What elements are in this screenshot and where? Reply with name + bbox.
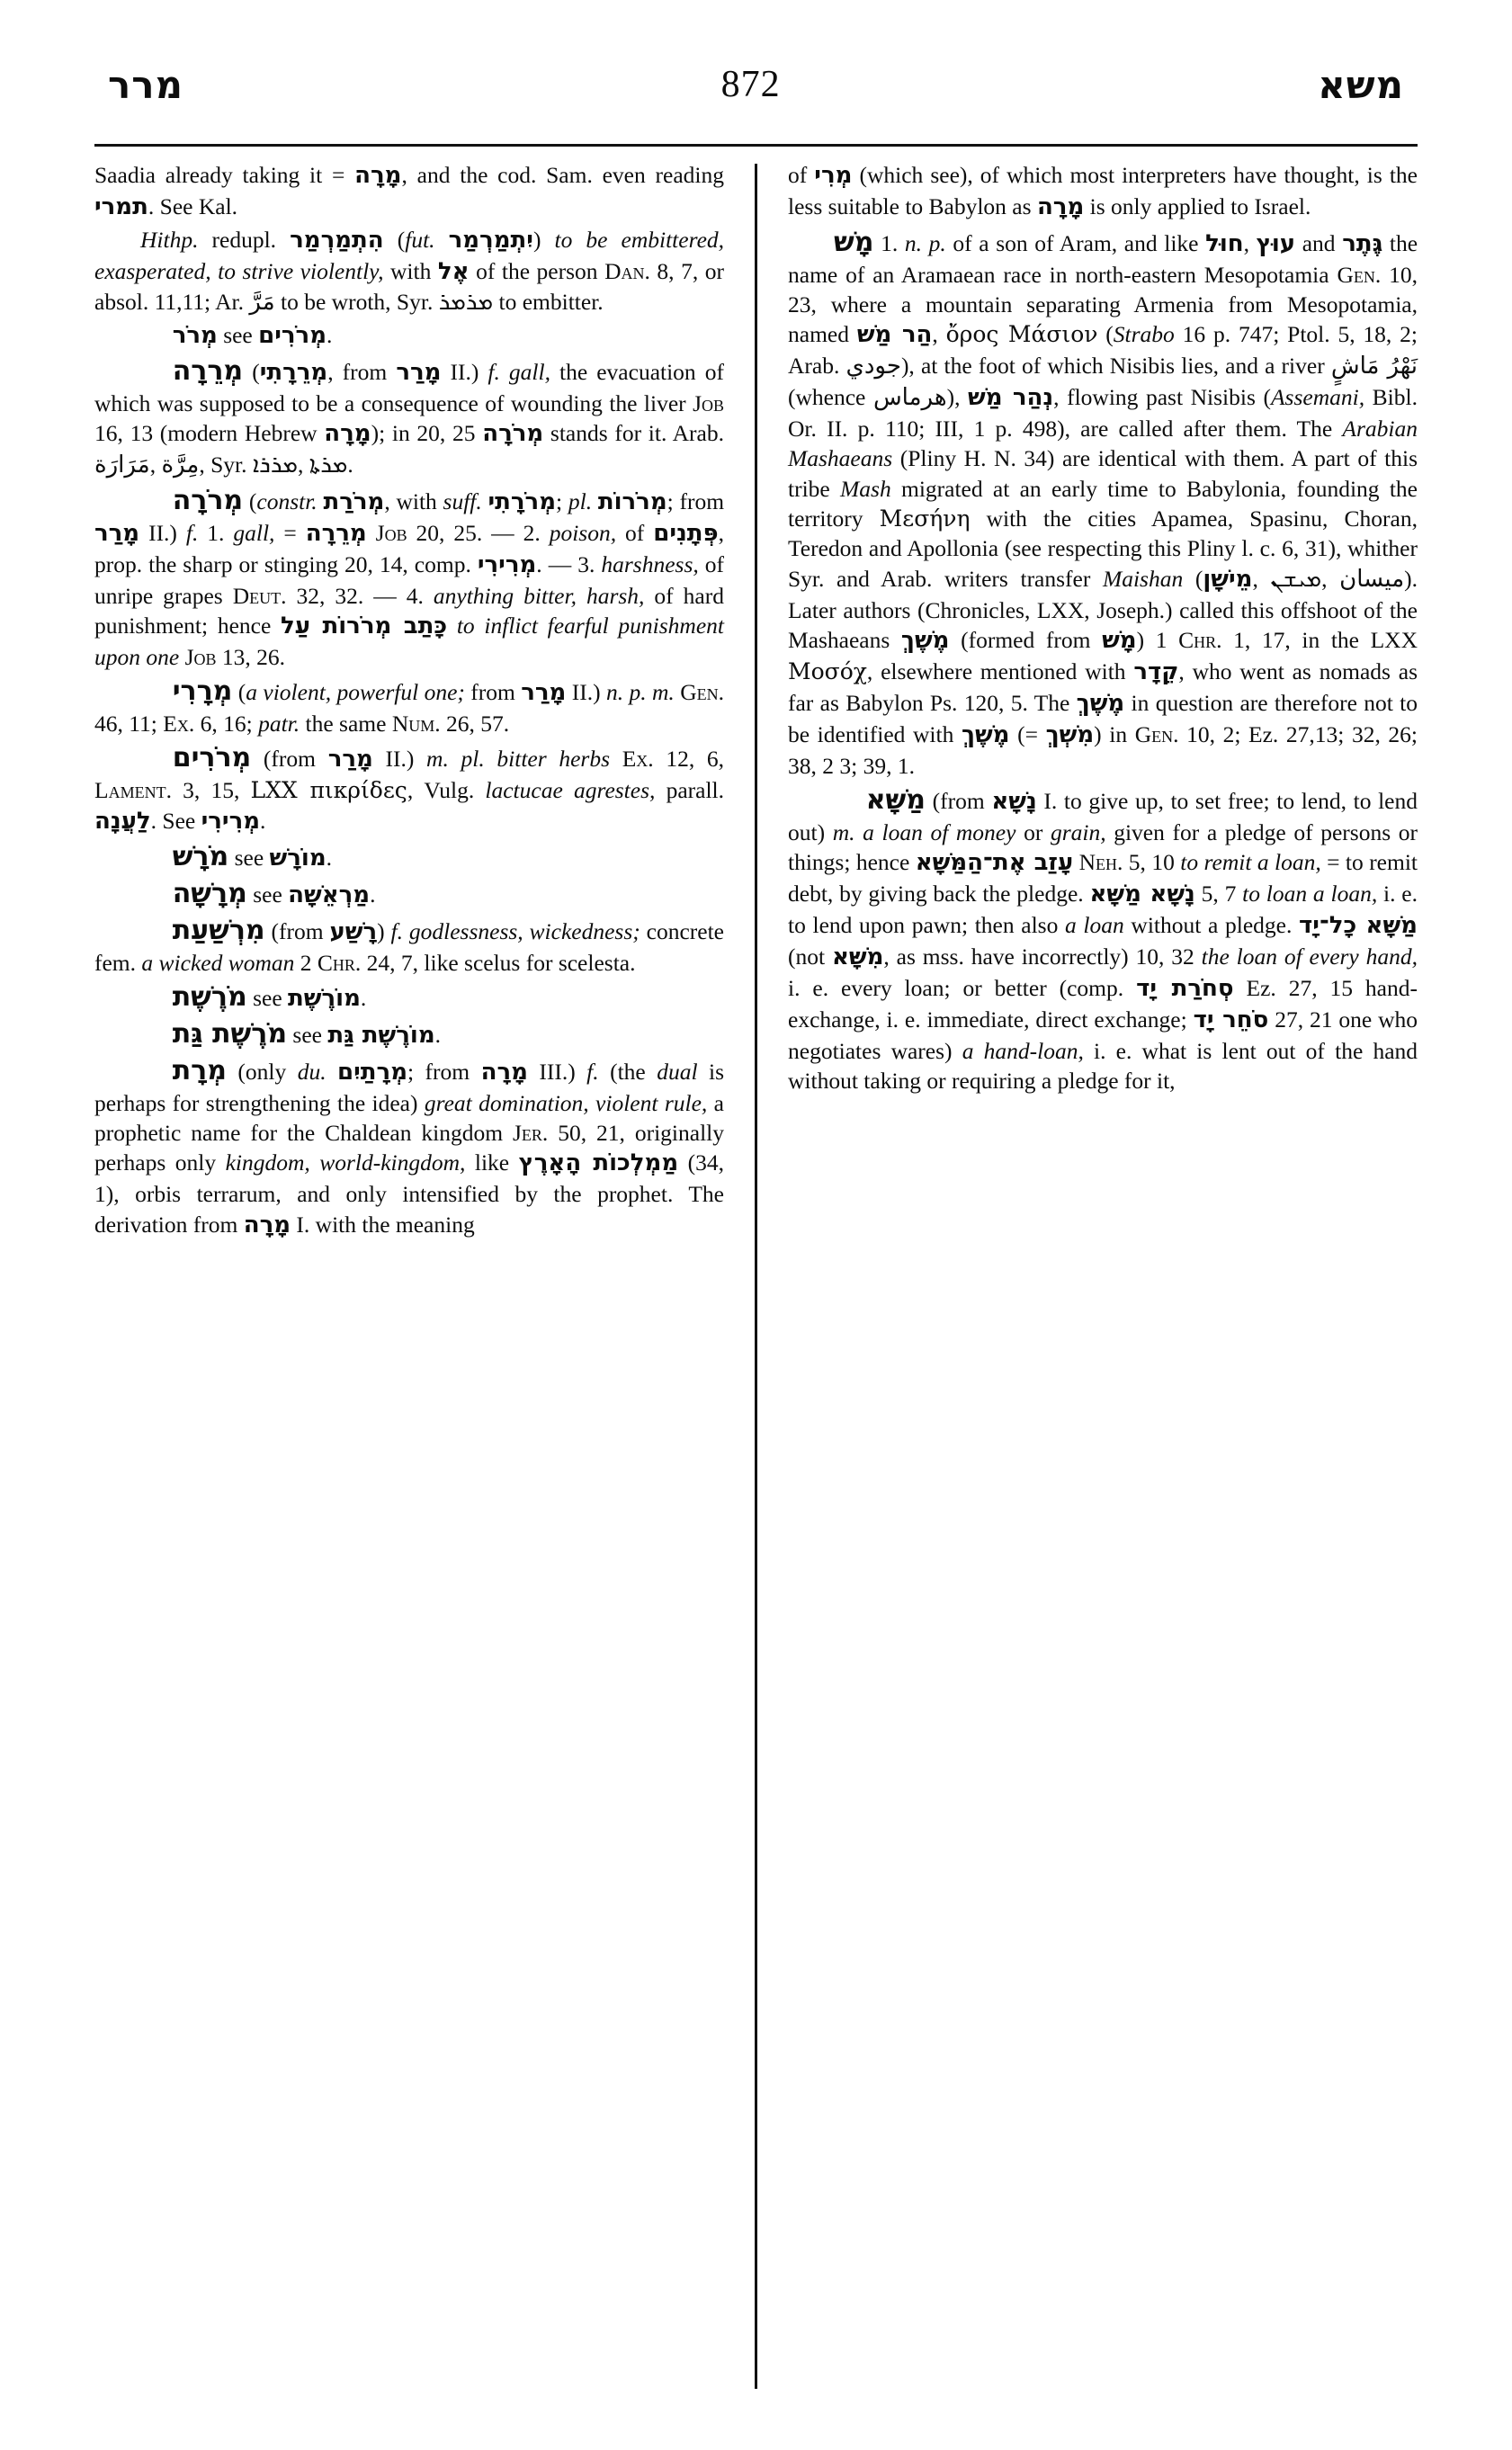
dictionary-entry: מִרְשַׁעַת (from רָשַׁע) f. godlessness, wickedness; concrete fem. a wicked woman 2 Chr. 24, 7, like scelus for scelesta. — [94, 914, 724, 976]
dictionary-entry: מְרֵרָה (מְרֵרָתִי, from מָרַר II.) f. gall, the evacuation of which was supposed to be a consequence of wounding the liver Job 16, 13 (modern Hebrew מָרָה); in 20, 25 מְרֹרָה stands for it. Arab. مَرَارَة, مِرَّة, Syr. ܡܪܪܐ, ܡܪܬܐ. — [94, 354, 724, 479]
dictionary-entry: מֹרֶשֶׁת גַּת see מוֹרֶשֶׁת גַּת. — [172, 1017, 442, 1050]
dictionary-entry: Hithp. redupl. הִתְמַרְמַר (fut. יִתְמַרְמַר) to be embittered, exasperated, to strive violently, with אֶל of the person Dan. 8, 7, or absol. 11,11; Ar. مَرَّ to be wroth, Syr. ܡܪܡܪ to embitter. — [94, 226, 725, 317]
dictionary-entry: מְרֹר see מְרֹרִים. — [172, 322, 333, 350]
left-column — [94, 160, 724, 2396]
right-column — [788, 160, 1418, 2396]
page-number: 872 — [720, 64, 781, 105]
dictionary-entry: מְרָרִי (a violent, powerful one; from מָרַר II.) n. p. m. Gen. 46, 11; Ex. 6, 16; patr. the same Num. 26, 57. — [94, 675, 724, 738]
dictionary-entry: מְרָשָׁה see מַרְאֵשָׁה. — [172, 877, 376, 909]
running-head-left: מרר — [108, 63, 183, 107]
header-rule — [94, 144, 1418, 147]
text-columns — [94, 160, 1418, 2396]
dictionary-entry: מְרֹרָה (constr. מְרֹרַת, with suff. מְרֹרָתִי; pl. מְרֹרוֹת; from מָרַר II.) f. 1. gall, = מְרֵרָה Job 20, 25. — 2. poison, of פְּתָנִים, prop. the sharp or stinging 20, 14, comp. מְרִירִי. — 3. harshness, of unripe grapes Deut. 32, 32. — 4. anything bitter, harsh, of hard punishment; hence כָּתַב מְרֹרוֹת עַל to inflict fearful punishment upon one Job 13, 26. — [94, 484, 725, 671]
dictionary-entry: מֹרֶשֶׁת see מוֹרֶשֶׁת. — [172, 980, 367, 1013]
page-header — [108, 63, 1404, 121]
dictionary-entry: מַשָּׁא (from נָשָׁא I. to give up, to set free; to lend, to lend out) m. a loan of money or grain, given for a pledge of persons or things; hence עָזַב אֶת־הַמַּשָּׁא Neh. 5, 10 to remit a loan, = to remit debt, by giving back the pledge. נָשָׁא מַשָּׁא 5, 7 to loan a loan, i. e. to lend upon pawn; then also a loan without a pledge. מַשָּׁא כָל־יָד (not מִשָּׁא, as mss. have incorrectly) 10, 32 the loan of every hand, i. e. every loan; or better (comp. סְחֹרַת יָד Ez. 27, 15 hand-exchange, i. e. immediate, direct exchange; סֹחֵר יָד 27, 21 one who negotiates wares) a hand-loan, i. e. what is lent out of the hand without taking or requiring a pledge for it, — [788, 783, 1418, 1094]
dictionary-entry: מְרָת (only du. מְרָתַיִם; from מָרָה III.) f. (the dual is perhaps for strengthening the idea) great domination, violent rule, a prophetic name for the Chaldean kingdom Jer. 50, 21, originally perhaps only kingdom, world-kingdom, like מַמְלְכוֹת הָאָרֶץ (34, 1), orbis terrarum, and only intensified by the prophet. The derivation from מָרָה I. with the meaning — [94, 1054, 725, 1238]
dictionary-entry: מְרֹרִים (from מָרַר II.) m. pl. bitter herbs Ex. 12, 6, Lament. 3, 15, LXX πικρίδες, Vulg. lactucae agrestes, parall. לַעֲנָה. See מְרִירִי. — [94, 742, 725, 836]
dictionary-entry: Saadia already taking it = מָרָה, and the cod. Sam. even reading תמרי. See Kal. — [94, 162, 724, 220]
dictionary-entry: מֹרָשׁ see מוֹרָשׁ. — [172, 840, 333, 872]
column-divider — [755, 164, 757, 2389]
running-head-right: משא — [1318, 63, 1404, 107]
dictionary-entry: מָשׁ 1. n. p. of a son of Aram, and like חוּל, עוּץ and גֶּתֶר the name of an Aramaean race in north-eastern Mesopotamia Gen. 10, 23, where a mountain separating Armenia from Mesopotamia, named הַר מַשׁ, ὄρος Μάσιον (Strabo 16 p. 747; Ptol. 5, 18, 2; Arab. جودي), at the foot of which Nisibis lies, and a river نَهْرُ مَاشٍ (whence هرماس), נְהַר מַשׁ, flowing past Nisibis (Assemani, Bibl. Or. II. p. 110; III, 1 p. 498), are called after them. The Arabian Mashaeans (Pliny H. N. 34) are identical with them. A part of this tribe Mash migrated at an early time to Babylonia, founding the territory Μεσήνη with the cities Apamea, Spasinu, Choran, Teredon and Apollonia (see respecting this Pliny l. c. 6, 31), whither Syr. and Arab. writers transfer Maishan (מֵישָׁן, ܡܝܫܢ, ميسان). Later authors (Chronicles, LXX, Joseph.) called this offshoot of the Mashaeans מֶשֶׁךְ (formed from מָשׁ) 1 Chr. 1, 17, in the LXX Μοσόχ, elsewhere mentioned with קֵדָר, who went as nomads as far as Babylon Ps. 120, 5. The מֶשֶׁךְ in question are therefore not to be identified with מֶשֶׁךְ (= מִשְׁךְ) in Gen. 10, 2; Ez. 27,13; 32, 26; 38, 2 3; 39, 1. — [788, 226, 1418, 779]
dictionary-entry: of מְרִי (which see), of which most interpreters have thought, is the less suitable to Babylon as מָרָה is only applied to Israel. — [788, 162, 1418, 220]
